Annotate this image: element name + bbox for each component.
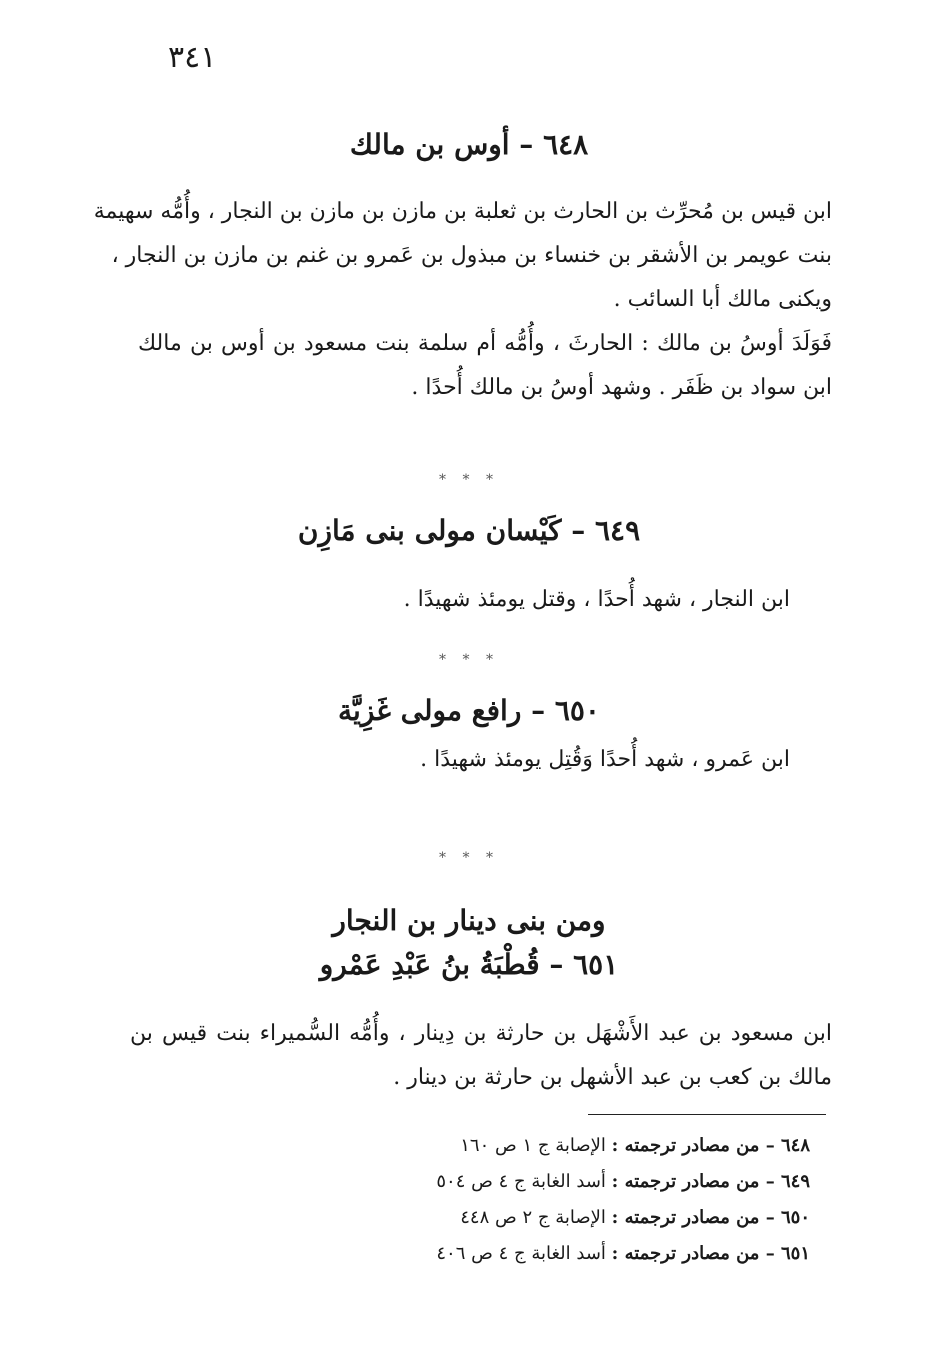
footnote-source: أسد الغابة ج ٤ ص ٤٠٦ <box>436 1243 606 1264</box>
footnote-source: الإصابة ج ٢ ص ٤٤٨ <box>460 1207 606 1228</box>
section-separator: * * * <box>439 850 499 866</box>
paragraph-line: ابن النجار ، شهد أُحدًا ، وقتل يومئذ شهيدًا . <box>403 587 790 612</box>
footnotes <box>436 1128 810 1272</box>
entry-648-paragraph-2 <box>138 322 832 410</box>
section-separator: * * * <box>439 472 499 488</box>
footnote-label: ٦٥٠ – من مصادر ترجمته : <box>611 1207 810 1228</box>
footnote-649 <box>436 1164 810 1200</box>
page-number: ٣٤١ <box>168 40 217 75</box>
footnote-label: ٦٤٨ – من مصادر ترجمته : <box>611 1135 810 1156</box>
footnote-648 <box>436 1128 810 1164</box>
footnote-650 <box>436 1200 810 1236</box>
entry-650-heading: ٦٥٠ – رافع مولى غَزِيَّة <box>338 694 600 727</box>
entry-651-heading: ٦٥١ – قُطْبَةُ بنُ عَبْدِ عَمْرو <box>319 948 619 981</box>
entry-648-heading: ٦٤٨ – أوس بن مالك <box>349 128 589 161</box>
paragraph-line: ابن مسعود بن عبد الأَشْهَل بن حارثة بن دِينار ، وأُمُّه السُّميراء بنت قيس بن <box>130 1021 832 1046</box>
paragraph-line: فَوَلَدَ أوسُ بن مالك : الحارثَ ، وأُمُّه أم سلمة بنت مسعود بن أوس بن مالك <box>138 331 832 356</box>
group-subheading: ومن بنى دينار بن النجار <box>332 904 606 937</box>
paragraph-line: ابن عَمرو ، شهد أُحدًا وَقُتِل يومئذ شهيدًا . <box>420 747 790 772</box>
paragraph-line: مالك بن كعب بن عبد الأشهل بن حارثة بن دينار . <box>393 1065 832 1090</box>
footnote-source: الإصابة ج ١ ص ١٦٠ <box>460 1135 606 1156</box>
paragraph-line: ابن سواد بن ظَفَر . وشهد أوسُ بن مالك أُحدًا . <box>411 375 832 400</box>
footnote-label: ٦٤٩ – من مصادر ترجمته : <box>611 1171 810 1192</box>
entry-650-paragraph <box>300 738 790 782</box>
entry-651-paragraph <box>130 1012 832 1100</box>
entry-649-heading: ٦٤٩ – كَيْسان مولى بنى مَازِن <box>297 514 641 547</box>
entry-649-paragraph <box>300 578 790 622</box>
footnote-source: أسد الغابة ج ٤ ص ٥٠٤ <box>436 1171 606 1192</box>
section-separator: * * * <box>439 652 499 668</box>
footnote-651 <box>436 1236 810 1272</box>
paragraph-line: ويكنى مالك أبا السائب . <box>613 287 832 312</box>
entry-648-paragraph-1 <box>93 190 832 322</box>
paragraph-line: بنت عويمر بن الأشقر بن خنساء بن مبذول بن عَمرو بن غنم بن مازن بن النجار ، <box>111 243 832 268</box>
footnote-label: ٦٥١ – من مصادر ترجمته : <box>611 1243 810 1264</box>
footnote-divider <box>588 1114 826 1115</box>
paragraph-line: ابن قيس بن مُحرِّث بن الحارث بن ثعلبة بن مازن بن مازن بن النجار ، وأُمُّه سهيمة <box>93 199 832 224</box>
